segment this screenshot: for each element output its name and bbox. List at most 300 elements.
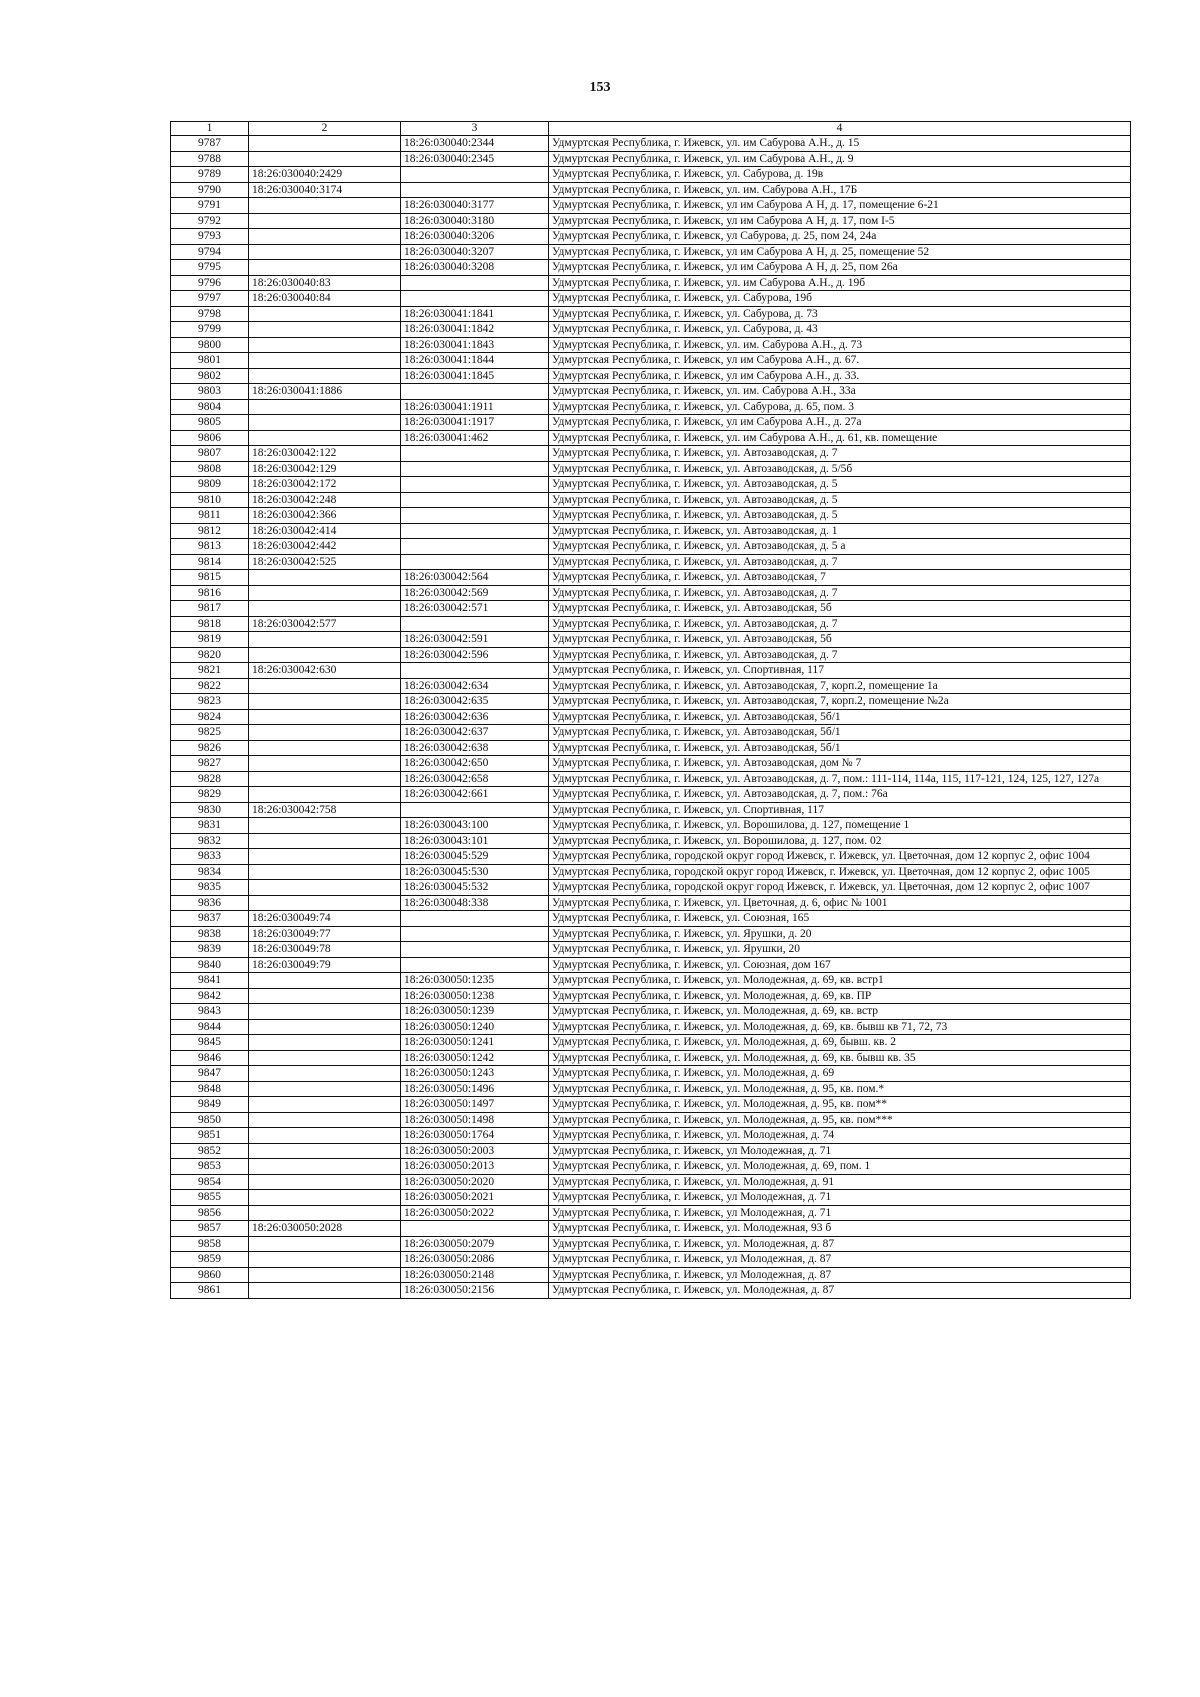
cadastral-number-cell [249, 1004, 401, 1020]
table-row [171, 182, 1131, 198]
table-row [171, 1050, 1131, 1066]
row-number-cell: 9850 [171, 1112, 249, 1128]
premises-number-cell [401, 384, 549, 400]
table-row [171, 136, 1131, 152]
table-row [171, 508, 1131, 524]
premises-number-cell: 18:26:030042:635 [401, 694, 549, 710]
table-row [171, 1004, 1131, 1020]
cadastral-number-cell: 18:26:030041:1886 [249, 384, 401, 400]
cadastral-number-cell [249, 306, 401, 322]
table-row [171, 849, 1131, 865]
cadastral-number-cell [249, 632, 401, 648]
premises-number-cell: 18:26:030042:636 [401, 709, 549, 725]
address-cell: Удмуртская Республика, г. Ижевск, ул им Сабурова А Н, д. 17, пом I-5 [549, 213, 1131, 229]
table-row [171, 694, 1131, 710]
table-row [171, 1283, 1131, 1299]
cadastral-number-cell [249, 415, 401, 431]
row-number-cell: 9797 [171, 291, 249, 307]
cadastral-number-cell: 18:26:030042:630 [249, 663, 401, 679]
table-row [171, 477, 1131, 493]
row-number-cell: 9846 [171, 1050, 249, 1066]
row-number-cell: 9857 [171, 1221, 249, 1237]
premises-number-cell: 18:26:030040:2345 [401, 151, 549, 167]
row-number-cell: 9860 [171, 1267, 249, 1283]
row-number-cell: 9818 [171, 616, 249, 632]
address-cell: Удмуртская Республика, городской округ город Ижевск, г. Ижевск, ул. Цветочная, дом 12 корпус 2, офис 1007 [549, 880, 1131, 896]
premises-number-cell [401, 539, 549, 555]
table-row [171, 384, 1131, 400]
address-cell: Удмуртская Республика, г. Ижевск, ул. Молодежная, д. 69, кв. встр1 [549, 973, 1131, 989]
table-row [171, 601, 1131, 617]
address-cell: Удмуртская Республика, г. Ижевск, ул. Сабурова, 19б [549, 291, 1131, 307]
address-cell: Удмуртская Республика, г. Ижевск, ул. Молодежная, д. 69, кв. бывш кв 71, 72, 73 [549, 1019, 1131, 1035]
cadastral-number-cell [249, 585, 401, 601]
cadastral-number-cell [249, 1267, 401, 1283]
address-cell: Удмуртская Республика, г. Ижевск, ул. Автозаводская, д. 5 [549, 477, 1131, 493]
row-number-cell: 9848 [171, 1081, 249, 1097]
premises-number-cell: 18:26:030050:1496 [401, 1081, 549, 1097]
cadastral-number-cell [249, 1019, 401, 1035]
table-row [171, 1128, 1131, 1144]
address-cell: Удмуртская Республика, г. Ижевск, ул. Союзная, 165 [549, 911, 1131, 927]
cadastral-number-cell [249, 1143, 401, 1159]
row-number-cell: 9849 [171, 1097, 249, 1113]
table-row [171, 926, 1131, 942]
row-number-cell: 9831 [171, 818, 249, 834]
table-row [171, 539, 1131, 555]
premises-number-cell: 18:26:030050:1241 [401, 1035, 549, 1051]
table-row [171, 1143, 1131, 1159]
row-number-cell: 9796 [171, 275, 249, 291]
table-row [171, 957, 1131, 973]
row-number-cell: 9808 [171, 461, 249, 477]
column-header-2: 2 [249, 122, 401, 136]
address-cell: Удмуртская Республика, г. Ижевск, ул им Сабурова А Н, д. 17, помещение 6-21 [549, 198, 1131, 214]
row-number-cell: 9807 [171, 446, 249, 462]
address-cell: Удмуртская Республика, г. Ижевск, ул. Сабурова, д. 43 [549, 322, 1131, 338]
table-row [171, 802, 1131, 818]
address-cell: Удмуртская Республика, г. Ижевск, ул. Автозаводская, 7, корп.2, помещение 1а [549, 678, 1131, 694]
premises-number-cell: 18:26:030042:596 [401, 647, 549, 663]
table-row [171, 167, 1131, 183]
row-number-cell: 9840 [171, 957, 249, 973]
cadastral-number-cell [249, 213, 401, 229]
cadastral-number-cell [249, 694, 401, 710]
row-number-cell: 9816 [171, 585, 249, 601]
premises-number-cell: 18:26:030042:564 [401, 570, 549, 586]
cadastral-number-cell: 18:26:030042:248 [249, 492, 401, 508]
cadastral-number-cell [249, 1112, 401, 1128]
address-cell: Удмуртская Республика, г. Ижевск, ул. Автозаводская, 5б/1 [549, 740, 1131, 756]
table-row [171, 1019, 1131, 1035]
column-header-4: 4 [549, 122, 1131, 136]
cadastral-number-cell [249, 244, 401, 260]
row-number-cell: 9791 [171, 198, 249, 214]
address-cell: Удмуртская Республика, г. Ижевск, ул им Сабурова А Н, д. 25, помещение 52 [549, 244, 1131, 260]
table-row [171, 911, 1131, 927]
address-cell: Удмуртская Республика, г. Ижевск, ул Молодежная, д. 87 [549, 1267, 1131, 1283]
address-cell: Удмуртская Республика, г. Ижевск, ул. им. Сабурова А.Н., д. 73 [549, 337, 1131, 353]
table-row [171, 446, 1131, 462]
cadastral-number-cell: 18:26:030049:79 [249, 957, 401, 973]
table-row [171, 399, 1131, 415]
address-cell: Удмуртская Республика, г. Ижевск, ул. Автозаводская, 5б/1 [549, 725, 1131, 741]
cadastral-number-cell [249, 399, 401, 415]
address-cell: Удмуртская Республика, городской округ город Ижевск, г. Ижевск, ул. Цветочная, дом 12 корпус 2, офис 1005 [549, 864, 1131, 880]
cadastral-number-cell [249, 1236, 401, 1252]
row-number-cell: 9825 [171, 725, 249, 741]
row-number-cell: 9819 [171, 632, 249, 648]
premises-number-cell: 18:26:030041:1841 [401, 306, 549, 322]
address-cell: Удмуртская Республика, г. Ижевск, ул. Автозаводская, д. 5 [549, 508, 1131, 524]
cadastral-number-cell [249, 1190, 401, 1206]
row-number-cell: 9815 [171, 570, 249, 586]
row-number-cell: 9856 [171, 1205, 249, 1221]
premises-number-cell [401, 167, 549, 183]
cadastral-number-cell [249, 1097, 401, 1113]
table-row [171, 678, 1131, 694]
address-cell: Удмуртская Республика, г. Ижевск, ул. Сабурова, д. 73 [549, 306, 1131, 322]
address-cell: Удмуртская Республика, г. Ижевск, ул им Сабурова А.Н., д. 33. [549, 368, 1131, 384]
row-number-cell: 9801 [171, 353, 249, 369]
cadastral-number-cell: 18:26:030050:2028 [249, 1221, 401, 1237]
header-row [171, 122, 1131, 136]
table-row [171, 709, 1131, 725]
premises-number-cell: 18:26:030041:1911 [401, 399, 549, 415]
table-row [171, 1097, 1131, 1113]
cadastral-number-cell: 18:26:030040:3174 [249, 182, 401, 198]
row-number-cell: 9824 [171, 709, 249, 725]
premises-number-cell: 18:26:030041:462 [401, 430, 549, 446]
premises-number-cell: 18:26:030050:2022 [401, 1205, 549, 1221]
address-cell: Удмуртская Республика, г. Ижевск, ул. Спортивная, 117 [549, 663, 1131, 679]
cadastral-number-cell [249, 1283, 401, 1299]
address-cell: Удмуртская Республика, г. Ижевск, ул. Союзная, дом 167 [549, 957, 1131, 973]
row-number-cell: 9837 [171, 911, 249, 927]
row-number-cell: 9814 [171, 554, 249, 570]
cadastral-number-cell [249, 864, 401, 880]
premises-number-cell: 18:26:030050:2079 [401, 1236, 549, 1252]
premises-number-cell: 18:26:030040:3206 [401, 229, 549, 245]
cadastral-number-cell: 18:26:030042:577 [249, 616, 401, 632]
table-row [171, 1035, 1131, 1051]
table-row [171, 306, 1131, 322]
address-cell: Удмуртская Республика, г. Ижевск, ул. Сабурова, д. 65, пом. 3 [549, 399, 1131, 415]
premises-number-cell [401, 182, 549, 198]
table-row [171, 1205, 1131, 1221]
address-cell: Удмуртская Республика, г. Ижевск, ул. Спортивная, 117 [549, 802, 1131, 818]
table-row [171, 1081, 1131, 1097]
row-number-cell: 9845 [171, 1035, 249, 1051]
row-number-cell: 9792 [171, 213, 249, 229]
premises-number-cell: 18:26:030042:658 [401, 771, 549, 787]
cadastral-number-cell: 18:26:030042:129 [249, 461, 401, 477]
row-number-cell: 9812 [171, 523, 249, 539]
premises-number-cell: 18:26:030050:1242 [401, 1050, 549, 1066]
address-cell: Удмуртская Республика, г. Ижевск, ул. Автозаводская, д. 5 а [549, 539, 1131, 555]
cadastral-number-cell [249, 198, 401, 214]
row-number-cell: 9836 [171, 895, 249, 911]
row-number-cell: 9820 [171, 647, 249, 663]
premises-number-cell: 18:26:030042:569 [401, 585, 549, 601]
table-row [171, 632, 1131, 648]
row-number-cell: 9859 [171, 1252, 249, 1268]
table-row [171, 585, 1131, 601]
row-number-cell: 9827 [171, 756, 249, 772]
premises-number-cell [401, 461, 549, 477]
row-number-cell: 9835 [171, 880, 249, 896]
premises-number-cell [401, 1221, 549, 1237]
address-cell: Удмуртская Республика, г. Ижевск, ул. им Сабурова А.Н., д. 15 [549, 136, 1131, 152]
row-number-cell: 9809 [171, 477, 249, 493]
address-cell: Удмуртская Республика, г. Ижевск, ул Молодежная, д. 87 [549, 1252, 1131, 1268]
address-cell: Удмуртская Республика, г. Ижевск, ул Молодежная, д. 71 [549, 1205, 1131, 1221]
premises-number-cell: 18:26:030041:1842 [401, 322, 549, 338]
premises-number-cell: 18:26:030040:3207 [401, 244, 549, 260]
row-number-cell: 9811 [171, 508, 249, 524]
address-cell: Удмуртская Республика, г. Ижевск, ул. Молодежная, д. 69, бывш. кв. 2 [549, 1035, 1131, 1051]
row-number-cell: 9858 [171, 1236, 249, 1252]
table-row [171, 818, 1131, 834]
row-number-cell: 9838 [171, 926, 249, 942]
address-cell: Удмуртская Республика, г. Ижевск, ул. Молодежная, д. 91 [549, 1174, 1131, 1190]
table-row [171, 771, 1131, 787]
cadastral-number-cell [249, 136, 401, 152]
row-number-cell: 9851 [171, 1128, 249, 1144]
address-cell: Удмуртская Республика, г. Ижевск, ул Сабурова, д. 25, пом 24, 24а [549, 229, 1131, 245]
row-number-cell: 9826 [171, 740, 249, 756]
row-number-cell: 9787 [171, 136, 249, 152]
premises-number-cell [401, 492, 549, 508]
premises-number-cell [401, 616, 549, 632]
address-cell: Удмуртская Республика, г. Ижевск, ул. Автозаводская, д. 7 [549, 446, 1131, 462]
table-row [171, 353, 1131, 369]
cadastral-number-cell [249, 787, 401, 803]
page-number: 153 [589, 80, 611, 95]
cadastral-number-cell [249, 988, 401, 1004]
premises-number-cell: 18:26:030050:2148 [401, 1267, 549, 1283]
premises-number-cell [401, 911, 549, 927]
row-number-cell: 9803 [171, 384, 249, 400]
row-number-cell: 9793 [171, 229, 249, 245]
cadastral-number-cell [249, 353, 401, 369]
premises-number-cell [401, 523, 549, 539]
cadastral-number-cell [249, 756, 401, 772]
row-number-cell: 9823 [171, 694, 249, 710]
premises-number-cell [401, 926, 549, 942]
table-row [171, 833, 1131, 849]
address-cell: Удмуртская Республика, г. Ижевск, ул. им. Сабурова А.Н., 17Б [549, 182, 1131, 198]
table-row [171, 756, 1131, 772]
cadastral-number-cell [249, 880, 401, 896]
premises-number-cell: 18:26:030041:1845 [401, 368, 549, 384]
row-number-cell: 9832 [171, 833, 249, 849]
cadastral-number-cell [249, 430, 401, 446]
cadastral-number-cell: 18:26:030040:84 [249, 291, 401, 307]
table-row [171, 787, 1131, 803]
address-cell: Удмуртская Республика, г. Ижевск, ул. Автозаводская, д. 7 [549, 647, 1131, 663]
table-row [171, 725, 1131, 741]
address-cell: Удмуртская Республика, г. Ижевск, ул. Автозаводская, д. 7, пом.: 76а [549, 787, 1131, 803]
premises-number-cell: 18:26:030050:2021 [401, 1190, 549, 1206]
address-cell: Удмуртская Республика, г. Ижевск, ул. Ворошилова, д. 127, помещение 1 [549, 818, 1131, 834]
address-cell: Удмуртская Республика, г. Ижевск, ул. Молодежная, д. 69, кв. встр [549, 1004, 1131, 1020]
row-number-cell: 9804 [171, 399, 249, 415]
address-cell: Удмуртская Республика, г. Ижевск, ул Молодежная, д. 71 [549, 1190, 1131, 1206]
premises-number-cell [401, 291, 549, 307]
table-row [171, 942, 1131, 958]
table-row [171, 461, 1131, 477]
address-cell: Удмуртская Республика, г. Ижевск, ул. Автозаводская, 7 [549, 570, 1131, 586]
address-cell: Удмуртская Республика, г. Ижевск, ул. им Сабурова А.Н., д. 61, кв. помещение [549, 430, 1131, 446]
address-cell: Удмуртская Республика, г. Ижевск, ул. Молодежная, д. 95, кв. пом*** [549, 1112, 1131, 1128]
address-cell: Удмуртская Республика, г. Ижевск, ул. Молодежная, д. 87 [549, 1236, 1131, 1252]
row-number-cell: 9810 [171, 492, 249, 508]
row-number-cell: 9802 [171, 368, 249, 384]
table-row [171, 740, 1131, 756]
table-row [171, 973, 1131, 989]
table-row [171, 291, 1131, 307]
premises-number-cell: 18:26:030050:2156 [401, 1283, 549, 1299]
table-row [171, 1236, 1131, 1252]
table-row [171, 1252, 1131, 1268]
premises-number-cell [401, 957, 549, 973]
column-header-1: 1 [171, 122, 249, 136]
premises-number-cell [401, 942, 549, 958]
table-row [171, 260, 1131, 276]
table-row [171, 1066, 1131, 1082]
cadastral-number-cell: 18:26:030042:172 [249, 477, 401, 493]
table-row [171, 1190, 1131, 1206]
table-row [171, 554, 1131, 570]
address-cell: Удмуртская Республика, г. Ижевск, ул. им. Сабурова А.Н., 33а [549, 384, 1131, 400]
cadastral-number-cell [249, 229, 401, 245]
address-cell: Удмуртская Республика, г. Ижевск, ул им Сабурова А.Н., д. 67. [549, 353, 1131, 369]
table-row [171, 880, 1131, 896]
premises-number-cell: 18:26:030050:1243 [401, 1066, 549, 1082]
row-number-cell: 9805 [171, 415, 249, 431]
cadastral-number-cell [249, 771, 401, 787]
row-number-cell: 9833 [171, 849, 249, 865]
cadastral-number-cell [249, 1159, 401, 1175]
address-cell: Удмуртская Республика, г. Ижевск, ул. Автозаводская, д. 7 [549, 554, 1131, 570]
row-number-cell: 9817 [171, 601, 249, 617]
table-row [171, 492, 1131, 508]
row-number-cell: 9847 [171, 1066, 249, 1082]
address-cell: Удмуртская Республика, г. Ижевск, ул. им Сабурова А.Н., д. 19б [549, 275, 1131, 291]
cadastral-number-cell: 18:26:030040:2429 [249, 167, 401, 183]
row-number-cell: 9830 [171, 802, 249, 818]
cadastral-number-cell [249, 322, 401, 338]
cadastral-number-cell [249, 601, 401, 617]
row-number-cell: 9844 [171, 1019, 249, 1035]
address-cell: Удмуртская Республика, г. Ижевск, ул им Сабурова А.Н., д. 27а [549, 415, 1131, 431]
cadastral-number-cell [249, 570, 401, 586]
column-header-3: 3 [401, 122, 549, 136]
premises-number-cell: 18:26:030045:532 [401, 880, 549, 896]
cadastral-number-cell [249, 1174, 401, 1190]
premises-number-cell [401, 802, 549, 818]
cadastral-number-cell [249, 973, 401, 989]
table-body [171, 136, 1131, 1299]
address-cell: Удмуртская Республика, г. Ижевск, ул. Молодежная, д. 95, кв. пом** [549, 1097, 1131, 1113]
table-row [171, 213, 1131, 229]
cadastral-number-cell [249, 818, 401, 834]
address-cell: Удмуртская Республика, г. Ижевск, ул. Автозаводская, дом № 7 [549, 756, 1131, 772]
row-number-cell: 9853 [171, 1159, 249, 1175]
cadastral-number-cell: 18:26:030042:442 [249, 539, 401, 555]
address-cell: Удмуртская Республика, г. Ижевск, ул. Автозаводская, 5б [549, 632, 1131, 648]
row-number-cell: 9794 [171, 244, 249, 260]
row-number-cell: 9855 [171, 1190, 249, 1206]
table-row [171, 864, 1131, 880]
row-number-cell: 9852 [171, 1143, 249, 1159]
premises-number-cell: 18:26:030042:637 [401, 725, 549, 741]
cadastral-number-cell [249, 895, 401, 911]
premises-number-cell [401, 275, 549, 291]
premises-number-cell: 18:26:030040:3180 [401, 213, 549, 229]
premises-number-cell: 18:26:030050:1238 [401, 988, 549, 1004]
table-row [171, 415, 1131, 431]
premises-number-cell: 18:26:030050:1235 [401, 973, 549, 989]
cadastral-number-cell [249, 678, 401, 694]
address-cell: Удмуртская Республика, г. Ижевск, ул. Молодежная, д. 69 [549, 1066, 1131, 1082]
premises-number-cell: 18:26:030041:1917 [401, 415, 549, 431]
premises-number-cell: 18:26:030048:338 [401, 895, 549, 911]
premises-number-cell: 18:26:030040:2344 [401, 136, 549, 152]
premises-number-cell: 18:26:030040:3177 [401, 198, 549, 214]
premises-number-cell: 18:26:030042:661 [401, 787, 549, 803]
premises-number-cell: 18:26:030045:529 [401, 849, 549, 865]
address-cell: Удмуртская Республика, г. Ижевск, ул. Молодежная, д. 69, кв. бывш кв. 35 [549, 1050, 1131, 1066]
address-cell: Удмуртская Республика, г. Ижевск, ул. Молодежная, 93 б [549, 1221, 1131, 1237]
cadastral-number-cell: 18:26:030042:525 [249, 554, 401, 570]
table-row [171, 275, 1131, 291]
address-cell: Удмуртская Республика, г. Ижевск, ул. Автозаводская, д. 7, пом.: 111-114, 114а, 115, 117-121, 124, 125, 127, 127а [549, 771, 1131, 787]
address-cell: Удмуртская Республика, г. Ижевск, ул Молодежная, д. 71 [549, 1143, 1131, 1159]
premises-number-cell: 18:26:030042:650 [401, 756, 549, 772]
table-row [171, 1112, 1131, 1128]
cadastral-number-cell: 18:26:030049:78 [249, 942, 401, 958]
address-cell: Удмуртская Республика, г. Ижевск, ул. Ярушки, 20 [549, 942, 1131, 958]
address-cell: Удмуртская Республика, г. Ижевск, ул. Автозаводская, д. 5 [549, 492, 1131, 508]
address-cell: Удмуртская Республика, г. Ижевск, ул. Автозаводская, 5б/1 [549, 709, 1131, 725]
table-row [171, 1221, 1131, 1237]
address-cell: Удмуртская Республика, г. Ижевск, ул. Автозаводская, д. 5/5б [549, 461, 1131, 477]
table-row [171, 368, 1131, 384]
premises-number-cell: 18:26:030045:530 [401, 864, 549, 880]
table-row [171, 322, 1131, 338]
address-cell: Удмуртская Республика, г. Ижевск, ул. Ворошилова, д. 127, пом. 02 [549, 833, 1131, 849]
premises-number-cell: 18:26:030050:1497 [401, 1097, 549, 1113]
row-number-cell: 9843 [171, 1004, 249, 1020]
row-number-cell: 9822 [171, 678, 249, 694]
table-row [171, 1159, 1131, 1175]
cadastral-number-cell [249, 833, 401, 849]
table-row [171, 337, 1131, 353]
row-number-cell: 9841 [171, 973, 249, 989]
table-row [171, 430, 1131, 446]
premises-number-cell: 18:26:030050:2086 [401, 1252, 549, 1268]
premises-number-cell: 18:26:030050:1498 [401, 1112, 549, 1128]
row-number-cell: 9813 [171, 539, 249, 555]
table-row [171, 151, 1131, 167]
premises-number-cell: 18:26:030050:2020 [401, 1174, 549, 1190]
cadastral-number-cell: 18:26:030042:414 [249, 523, 401, 539]
address-cell: Удмуртская Республика, городской округ город Ижевск, г. Ижевск, ул. Цветочная, дом 12 корпус 2, офис 1004 [549, 849, 1131, 865]
premises-number-cell: 18:26:030050:1240 [401, 1019, 549, 1035]
table-row [171, 1267, 1131, 1283]
